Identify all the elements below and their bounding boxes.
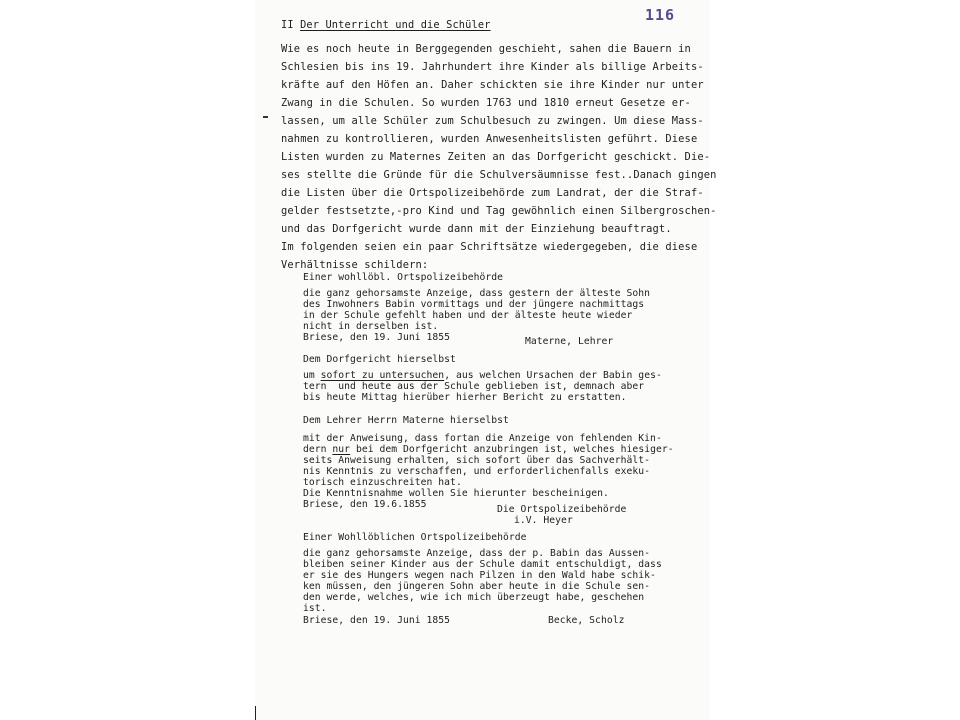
intro-line: die Listen über die Ortspolizeibehörde zum Landrat, der die Straf- [281,187,704,199]
intro-line: Im folgenden seien ein paar Schriftsätze wiedergegeben, die diese [281,241,698,253]
letter-sender: Die Ortspolizeibehörde [497,504,627,515]
underlined-phrase: sofort zu untersuchen [320,370,445,381]
letter-signature: i.V. Heyer [514,515,573,526]
text-segment: bei dem Dorfgericht anzubringen ist, welches hiesiger- [350,444,674,455]
intro-line: Verhältnisse schildern: [281,259,429,271]
intro-line: Listen wurden zu Maternes Zeiten an das Dorfgericht geschickt. Die- [281,151,711,163]
section-heading [281,18,491,32]
intro-line: kräfte auf den Höfen an. Daher schickten sie ihre Kinder nur unter [281,79,704,91]
underlined-phrase: nur [332,444,351,455]
letter-address: Einer wohllöbl. Ortspolizeibehörde [303,272,504,283]
letter-signature: Materne, Lehrer [525,336,614,347]
letter-body-line: bleiben seiner Kinder aus der Schule damit entschuldigt, dass [303,559,662,570]
text-segment: um [303,370,321,381]
letter-body-line: torisch einzuschreiten hat. [303,477,462,488]
letter-place-date: Briese, den 19. Juni 1855 [303,615,451,626]
letter-place-date: Briese, den 19. Juni 1855 [303,332,451,343]
margin-mark [263,116,268,118]
text-segment: dern [303,444,333,455]
letter-body-line: den werde, welches, wie ich mich überzeugt habe, geschehen [303,592,645,603]
letter-body-line: nis Kenntnis zu verschaffen, und erforderlichenfalls exeku- [303,466,651,477]
letter-body-line: nicht in derselben ist. [303,321,439,332]
letter-body-line: in der Schule gefehlt haben und der älteste heute wieder [303,310,633,321]
letter-body-line: seits Anweisung erhalten, sich sofort über das Sachverhält- [303,455,651,466]
letter-place-date: Briese, den 19.6.1855 [303,499,427,510]
letter-signature: Becke, Scholz [548,615,625,626]
intro-line: ses stellte die Gründe für die Schulversäumnisse fest..Danach gingen [281,169,717,181]
intro-line: Zwang in die Schulen. So wurden 1763 und 1810 erneut Gesetze er- [281,97,691,109]
intro-line: Schlesien bis ins 19. Jahrhundert ihre Kinder als billige Arbeits- [281,61,704,73]
letter-body-line: ist. [303,603,327,614]
intro-line: nahmen zu kontrollieren, wurden Anwesenheitslisten geführt. Diese [281,133,698,145]
letter-body-line: ken müssen, den jüngeren Sohn aber heute in die Schule sen- [303,581,651,592]
page-number: 116 [645,6,676,24]
intro-line: gelder festsetzte,-pro Kind und Tag gewöhnlich einen Silbergroschen- [281,205,717,217]
letter-body-line: bis heute Mittag hierüber hierher Bericht zu erstatten. [303,392,627,403]
letter-address: Einer Wohllöblichen Ortspolizeibehörde [303,532,527,543]
page-edge-mark [255,706,256,720]
letter-address: Dem Dorfgericht hierselbst [303,354,456,365]
heading-title: Der Unterricht und die Schüler [300,19,491,31]
intro-line: Wie es noch heute in Berggegenden geschieht, sahen die Bauern in [281,43,691,55]
letter-body-line: er sie des Hungers wegen nach Pilzen in den Wald habe schik- [303,570,656,581]
text-segment: , aus welchen Ursachen der Babin ges- [444,370,662,381]
letter-body-line: die ganz gehorsamste Anzeige, dass der p. Babin das Aussen- [303,548,651,559]
intro-line: und das Dorfgericht wurde dann mit der Einziehung beauftragt. [281,223,672,235]
letter-body-line: Die Kenntnisnahme wollen Sie hierunter bescheinigen. [303,488,609,499]
letter-body-line: tern und heute aus der Schule geblieben ist, demnach aber [303,381,645,392]
letter-address: Dem Lehrer Herrn Materne hierselbst [303,415,509,426]
intro-line: lassen, um alle Schüler zum Schulbesuch zu zwingen. Um diese Mass- [281,115,704,127]
letter-body-line: mit der Anweisung, dass fortan die Anzeige von fehlenden Kin- [303,433,662,444]
heading-prefix: II [281,19,301,31]
letter-body-line: die ganz gehorsamste Anzeige, dass gestern der älteste Sohn [303,288,651,299]
letter-body-line: des Inwohners Babin vormittags und der jüngere nachmittags [303,299,645,310]
